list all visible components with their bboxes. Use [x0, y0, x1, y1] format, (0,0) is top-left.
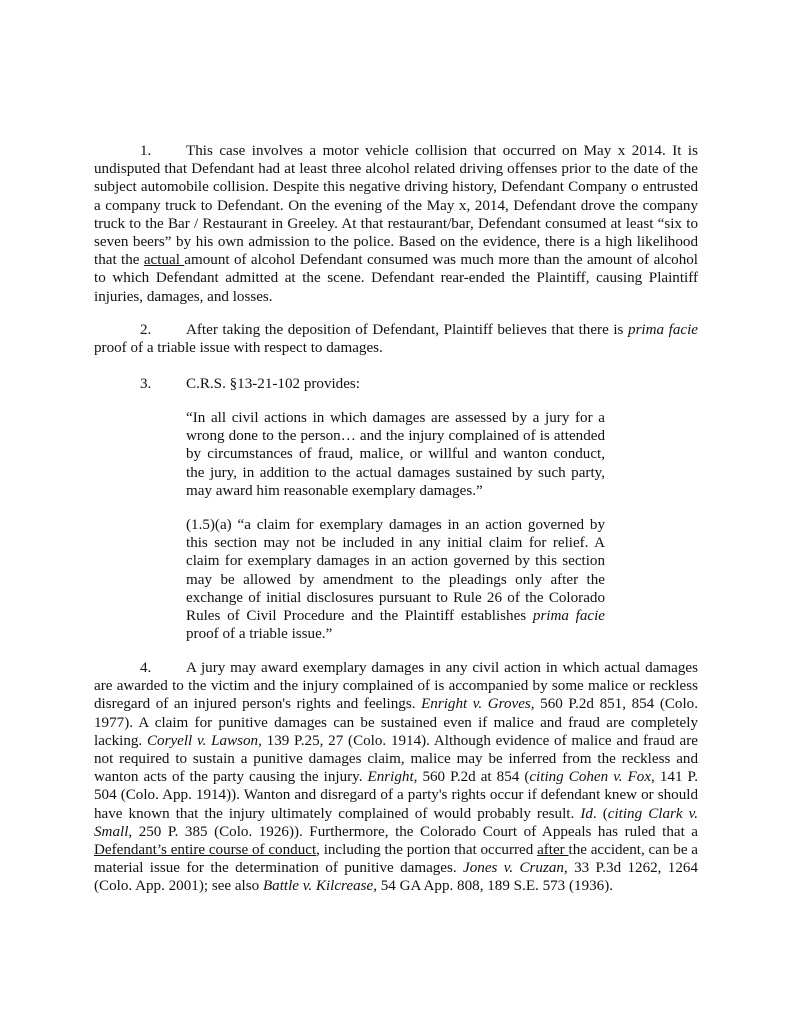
paragraph-text: A jury may award exemplary damages in any civil action in which actual damages are awarded to the victim and the injury complained of is accompanied by some malice or reckless disregard of an injured person's rights and feelings.	[94, 660, 698, 713]
paragraph-text: . (	[592, 805, 608, 822]
paragraph-3	[94, 375, 698, 393]
paragraph-2	[94, 321, 698, 357]
paragraph-text: , 250 P. 385 (Colo. 1926)). Furthermore, the Colorado Court of Appeals has ruled that a	[128, 823, 698, 840]
paragraph-text: After taking the deposition of Defendant, Plaintiff believes that there is	[186, 322, 629, 338]
quote-text: proof of a triable issue.”	[186, 626, 333, 643]
paragraph-number: 1.	[140, 143, 152, 159]
block-quote-2	[186, 516, 605, 643]
paragraph-text: amount of alcohol Defendant consumed was much more than the amount of alcohol to which Defendant admitted at the scene. Defendant rear-ended the Plaintiff, causing Plaintiff injuries, damages, and losses.	[94, 252, 698, 305]
paragraph-number: 3.	[140, 376, 152, 392]
case-citation: Id	[580, 805, 593, 822]
quote-text: “In all civil actions in which damages are assessed by a jury for a wrong done to the person… and the injury complained of is attended by circumstances of fraud, malice, or willful and wanton conduct, the jury, in addition to the actual damages sustained by such party, may award him reasonable exemplary damages.”	[186, 410, 605, 499]
italic-text: prima facie	[628, 322, 698, 338]
underlined-text: Defendant’s entire course of conduct	[94, 842, 317, 859]
quote-text: (1.5)(a) “a claim for exemplary damages in an action governed by this section may not be included in any initial claim for relief. A claim for exemplary damages in an action governed by this section may be allowed by amendment to the pleadings only after the exchange of initial disclosures pursuant to Rule 26 of the Colorado Rules of Civil Procedure and the Plaintiff establishes	[186, 517, 605, 625]
paragraph-text: proof of a triable issue with respect to damages.	[94, 340, 383, 357]
paragraph-text: C.R.S. §13-21-102 provides:	[186, 376, 360, 392]
underlined-text: actual	[143, 252, 185, 269]
paragraph-number: 4.	[140, 660, 152, 676]
case-citation: citing Cohen v. Fox	[529, 769, 652, 786]
paragraph-text: , 141 P. 504 (Colo. App. 1914)). Wanton and disregard of a party's rights occur if defendant knew or should have known that the injury ultimately complained of would probably result.	[94, 769, 699, 822]
paragraph-text: , 560 P.2d at 854 (	[413, 769, 530, 786]
underlined-text: after	[537, 842, 569, 859]
case-citation: Battle v. Kilcrease	[262, 878, 374, 895]
case-citation: Enright v. Groves	[421, 696, 531, 713]
paragraph-text: This case involves a motor vehicle collision that occurred on May x 2014. It is undisputed that Defendant had at least three alcohol related driving offenses prior to the date of the subject automobile collision. Despite this negative driving history, Defendant Company o entrusted a company truck to Defendant. On the evening of the May x, 2014, Defendant drove the company truck to the Bar / Restaurant in Greeley. At that restaurant/bar, Defendant consumed at least “six to seven beers” by his own admission to the police. Based on the evidence, there is a high likelihood that the	[94, 143, 698, 269]
block-quote-1	[186, 409, 605, 500]
paragraph-1	[94, 142, 698, 306]
case-citation: Enright	[367, 769, 414, 786]
paragraph-text: , 54 GA App. 808, 189 S.E. 573 (1936).	[373, 878, 614, 895]
italic-text: prima facie	[532, 608, 606, 625]
paragraph-text: , 33 P.3d 1262, 1264 (Colo. App. 2001); see also	[94, 860, 698, 895]
case-citation: Coryell v. Lawson	[146, 732, 259, 749]
paragraph-number: 2.	[140, 322, 152, 338]
case-citation: citing Clark v. Small	[94, 805, 699, 840]
paragraph-text: the accident, can be a material issue for the determination of punitive damages.	[94, 842, 698, 877]
paragraph-4	[94, 659, 698, 896]
paragraph-text: , 139 P.25, 27 (Colo. 1914). Although evidence of malice and fraud are not required to sustain a punitive damages claim, malice may be inferred from the reckless and wanton acts of the party causing the injury.	[94, 732, 698, 786]
paragraph-text: , 560 P.2d 851, 854 (Colo. 1977). A claim for punitive damages can be sustained even if malice and fraud are completely lacking.	[94, 696, 698, 749]
paragraph-text: , including the portion that occurred	[316, 842, 538, 859]
case-citation: Jones v. Cruzan	[463, 860, 564, 877]
